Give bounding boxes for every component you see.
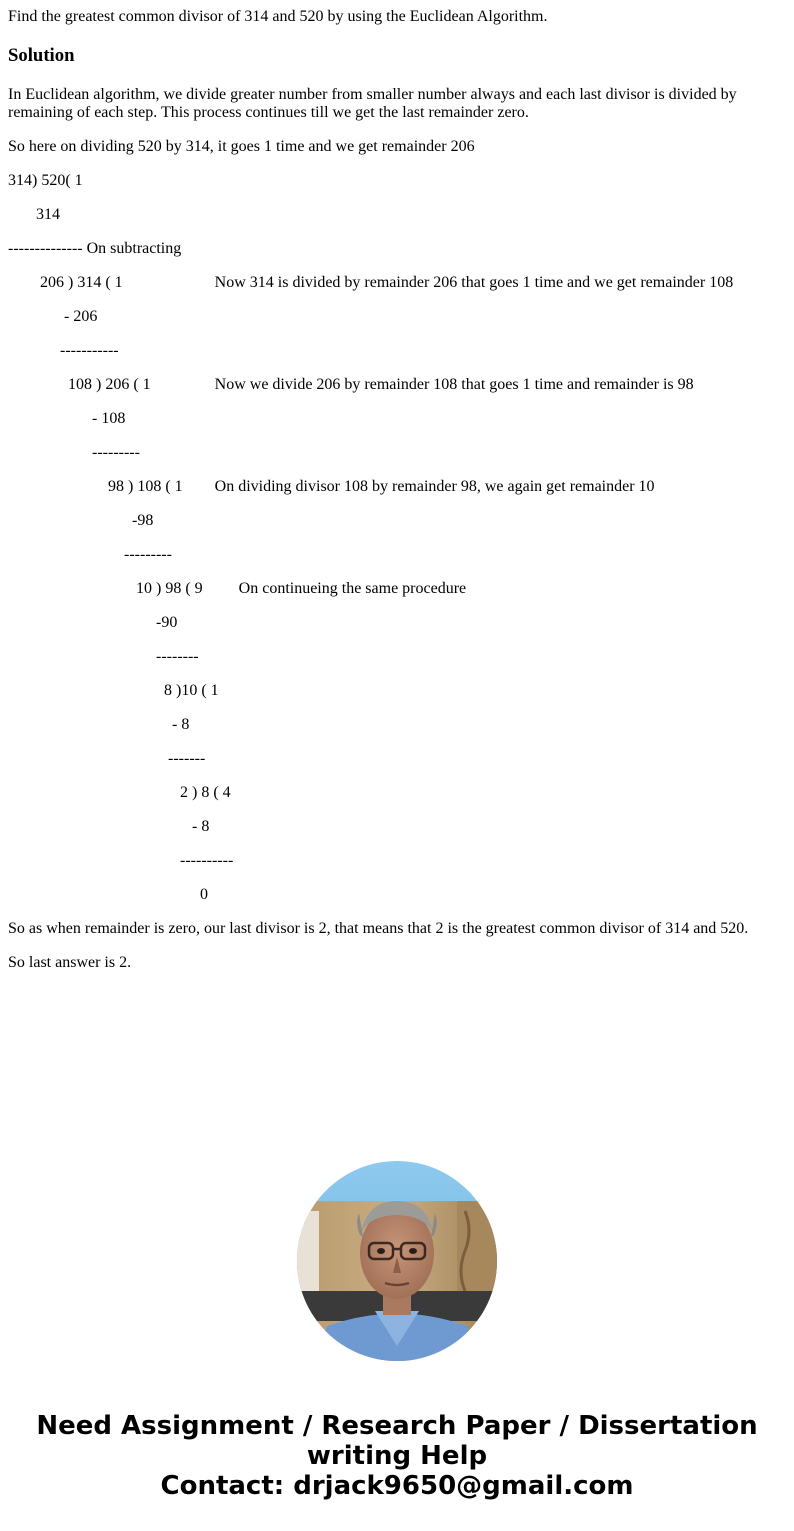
- division-line: 98 ) 108 ( 1 On dividing divisor 108 by remainder 98, we again get remainder 10: [8, 478, 655, 495]
- document-body: [0, 8, 794, 972]
- question-text: Find the greatest common divisor of 314 and 520 by using the Euclidean Algorithm.: [8, 8, 548, 25]
- division-line: - 8: [8, 818, 210, 835]
- solution-heading: Solution: [8, 45, 75, 66]
- intro-paragraph: In Euclidean algorithm, we divide greater number from smaller number always and each last divisor is divided by remaining of each step. This process continues till we get the last remainder zero.: [8, 86, 737, 121]
- promo-line-2: writing Help: [306, 1441, 488, 1471]
- division-line: ----------: [8, 852, 234, 869]
- division-line: -98: [8, 512, 154, 529]
- division-line: 314: [8, 206, 60, 223]
- division-line: -------------- On subtracting: [8, 240, 182, 257]
- division-line: 0: [8, 886, 208, 903]
- division-line: -------: [8, 750, 206, 767]
- first-step-text: So here on dividing 520 by 314, it goes 1 time and we get remainder 206: [8, 138, 475, 155]
- division-line: -90: [8, 614, 178, 631]
- division-line: - 206: [8, 308, 98, 325]
- division-line: ---------: [8, 444, 140, 461]
- promo-contact: Contact: drjack9650@gmail.com: [160, 1471, 634, 1501]
- division-line: 108 ) 206 ( 1 Now we divide 206 by remainder 108 that goes 1 time and remainder is 98: [8, 376, 694, 393]
- promo-line-1: Need Assignment / Research Paper / Dissertation: [36, 1411, 758, 1441]
- division-line: - 108: [8, 410, 126, 427]
- division-line: 10 ) 98 ( 9 On continueing the same procedure: [8, 580, 467, 597]
- author-avatar: [297, 1161, 497, 1361]
- division-line: 2 ) 8 ( 4: [8, 784, 231, 801]
- division-line: ---------: [8, 546, 172, 563]
- division-line: 314) 520( 1: [8, 172, 83, 189]
- division-steps: [8, 172, 786, 904]
- division-line: --------: [8, 648, 199, 665]
- division-line: 8 )10 ( 1: [8, 682, 219, 699]
- final-answer-text: So last answer is 2.: [8, 954, 132, 971]
- division-line: -----------: [8, 342, 119, 359]
- promo-banner: [0, 1411, 794, 1501]
- division-line: 206 ) 314 ( 1 Now 314 is divided by remainder 206 that goes 1 time and we get remainder 108: [8, 274, 734, 291]
- division-line: - 8: [8, 716, 190, 733]
- conclusion-text: So as when remainder is zero, our last divisor is 2, that means that 2 is the greatest common divisor of 314 and 520.: [8, 920, 749, 937]
